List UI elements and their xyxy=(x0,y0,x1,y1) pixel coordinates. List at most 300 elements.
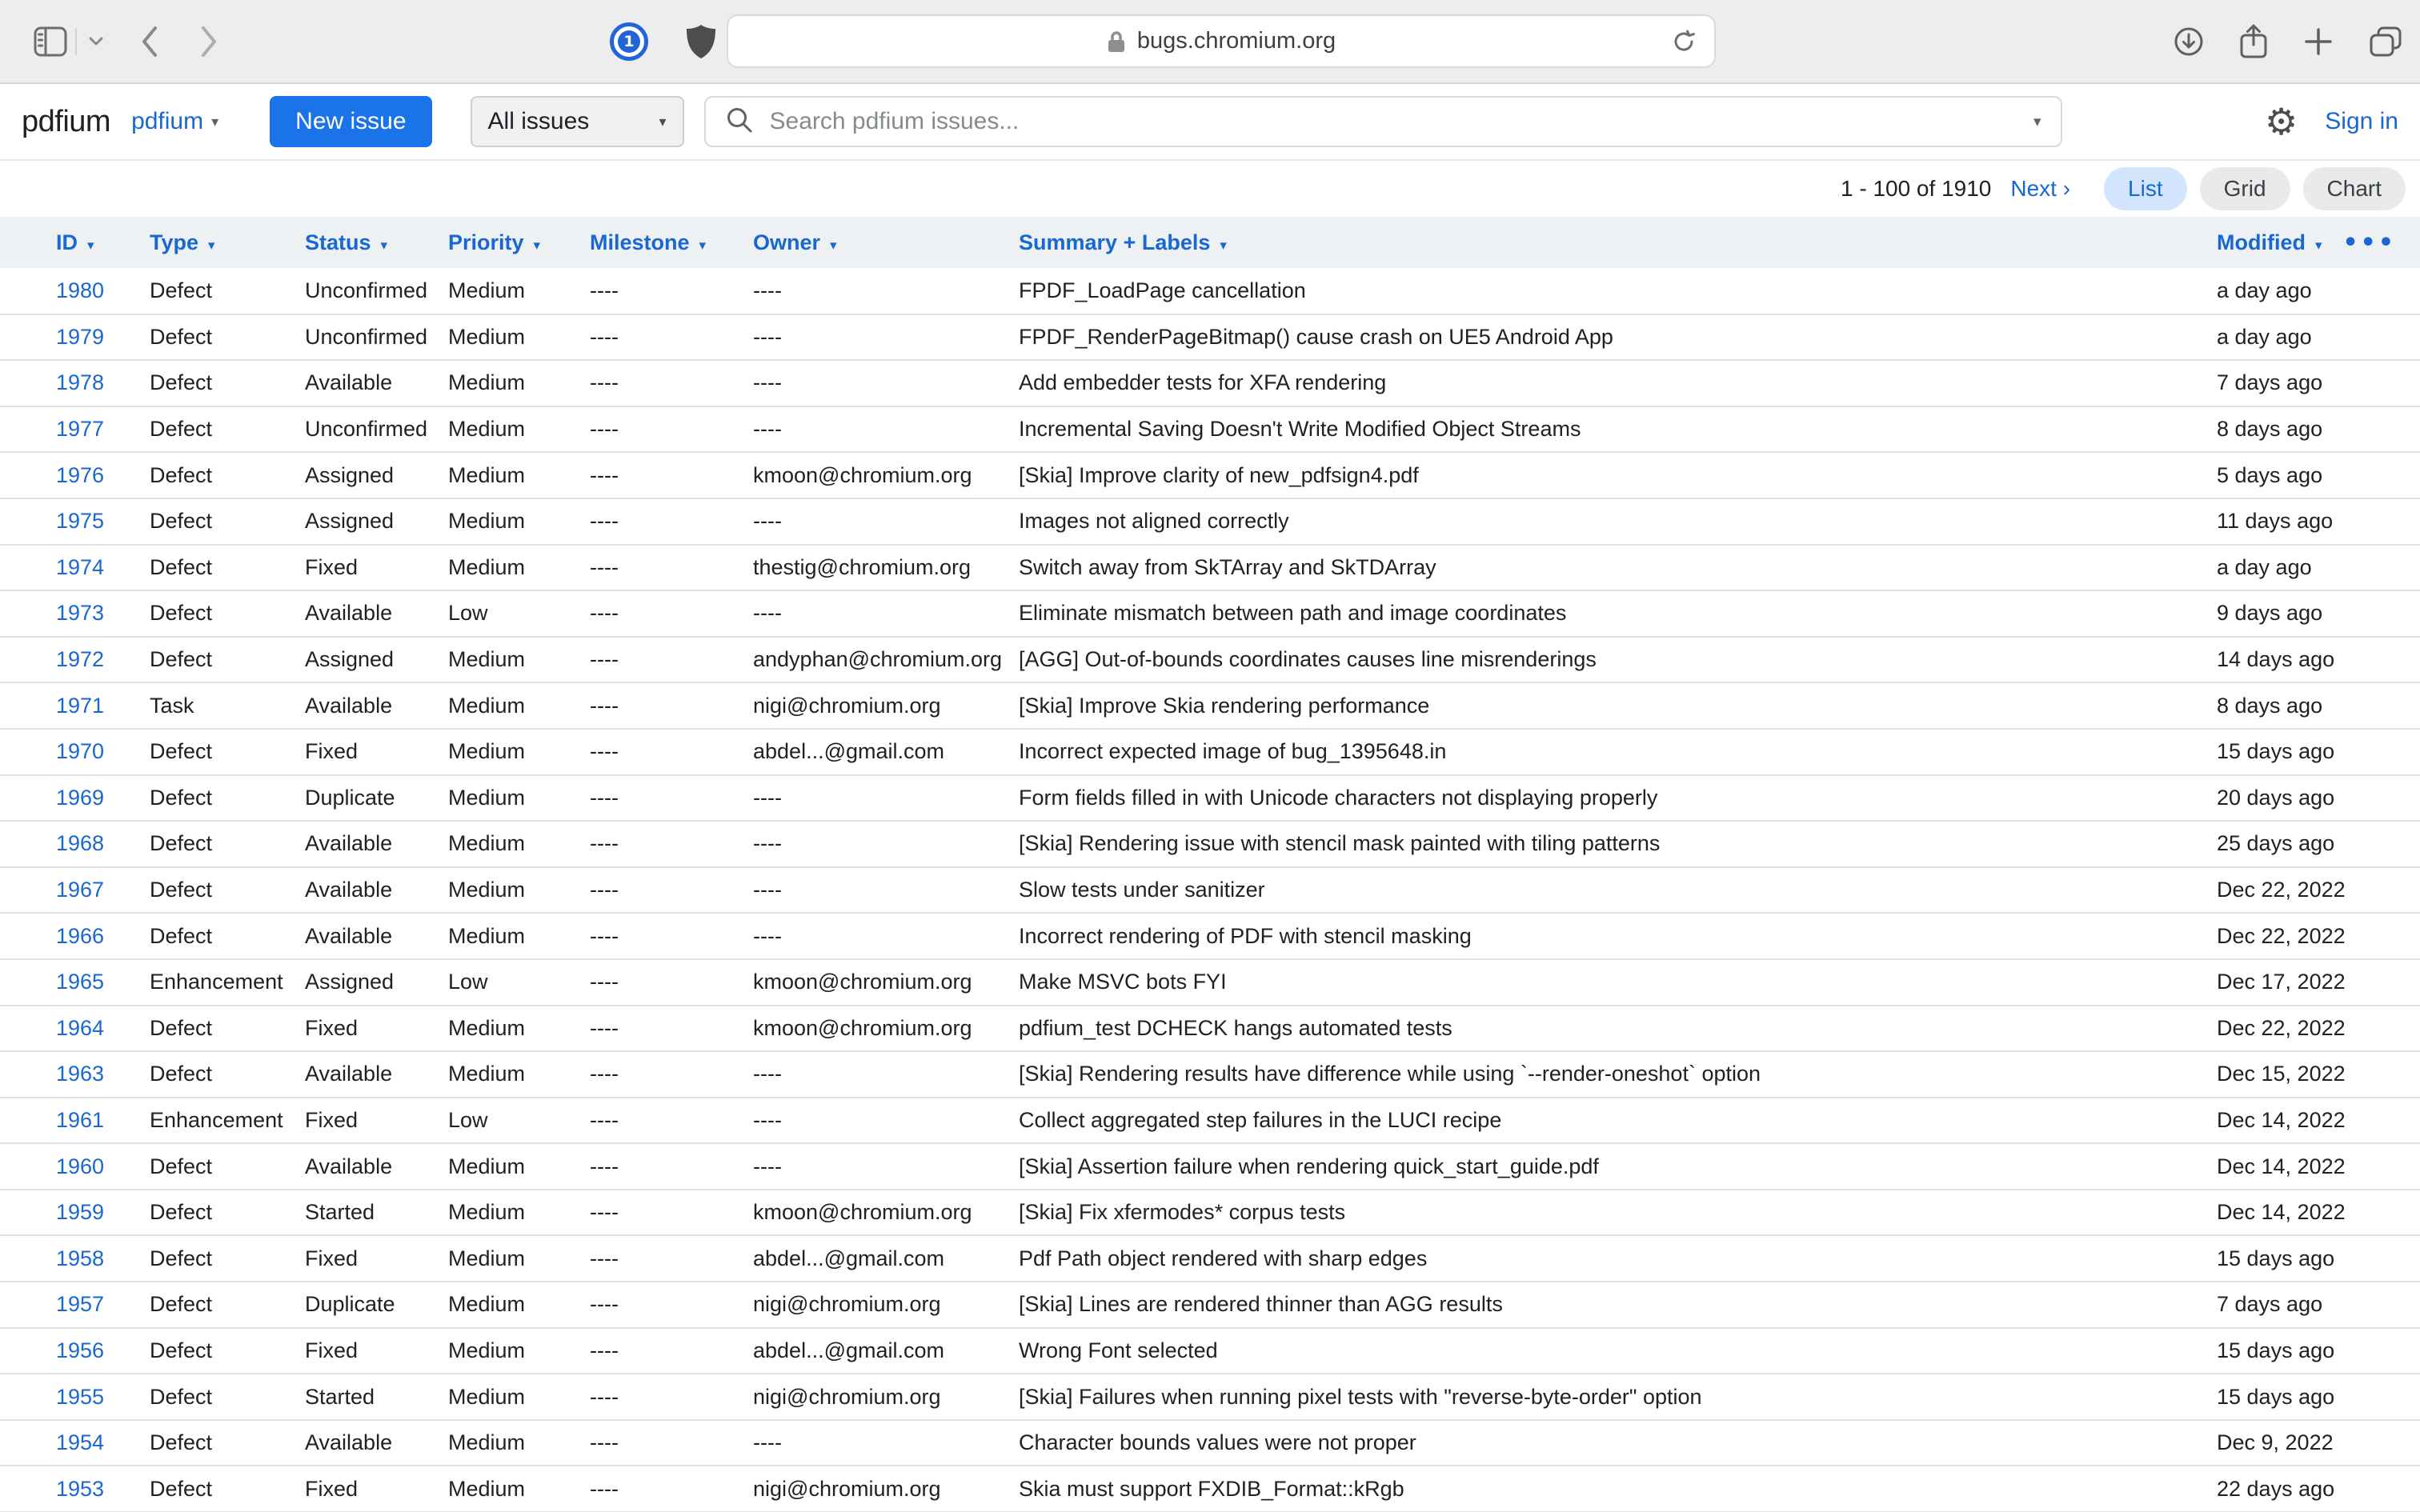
issue-owner: kmoon@chromium.org xyxy=(753,1006,1019,1052)
issue-priority: Medium xyxy=(448,1051,590,1098)
issue-milestone: ---- xyxy=(590,1466,753,1512)
issue-type: Defect xyxy=(150,1051,305,1098)
password-manager-extension-icon[interactable]: 1 xyxy=(610,22,648,61)
issue-owner: ---- xyxy=(753,1051,1019,1098)
issue-milestone: ---- xyxy=(590,821,753,867)
issue-id-link[interactable]: 1971 xyxy=(56,693,105,718)
issue-id-cell xyxy=(0,268,150,314)
issue-status: Available xyxy=(305,360,448,406)
issue-summary: Incorrect rendering of PDF with stencil masking xyxy=(1019,913,2217,959)
issue-modified: 7 days ago xyxy=(2217,360,2420,406)
issue-modified: 25 days ago xyxy=(2217,821,2420,867)
issue-priority: Medium xyxy=(448,821,590,867)
issue-summary: Images not aligned correctly xyxy=(1019,498,2217,545)
project-selector[interactable]: pdfium ▾ xyxy=(131,108,219,134)
issue-priority: Low xyxy=(448,959,590,1006)
issue-owner: ---- xyxy=(753,1143,1019,1190)
issue-status: Fixed xyxy=(305,545,448,591)
issue-modified: Dec 15, 2022 xyxy=(2217,1051,2420,1098)
issue-modified: 8 days ago xyxy=(2217,682,2420,729)
issues-table xyxy=(0,217,2420,1512)
issue-owner: ---- xyxy=(753,867,1019,914)
issue-owner: ---- xyxy=(753,1098,1019,1144)
issue-milestone: ---- xyxy=(590,1006,753,1052)
issue-row[interactable] xyxy=(0,775,2420,822)
issue-id-link[interactable]: 1958 xyxy=(56,1246,105,1270)
issue-priority: Medium xyxy=(448,729,590,775)
issue-id-link[interactable]: 1957 xyxy=(56,1292,105,1317)
issue-type: Defect xyxy=(150,1235,305,1282)
issue-priority: Medium xyxy=(448,637,590,683)
chevron-down-icon: ▾ xyxy=(699,237,707,254)
gear-icon[interactable]: ⚙ xyxy=(2265,100,2298,143)
issue-id-link[interactable]: 1969 xyxy=(56,785,105,810)
issue-owner: ---- xyxy=(753,268,1019,314)
column-header-status[interactable]: Status ▾ xyxy=(305,230,388,254)
issue-id-cell xyxy=(0,1282,150,1328)
issue-priority: Medium xyxy=(448,913,590,959)
downloads-icon[interactable] xyxy=(2174,26,2204,57)
issue-row[interactable] xyxy=(0,1282,2420,1328)
issue-type: Defect xyxy=(150,1466,305,1512)
issue-owner: andyphan@chromium.org xyxy=(753,637,1019,683)
issue-type: Defect xyxy=(150,1328,305,1374)
issue-priority: Medium xyxy=(448,682,590,729)
issue-id-link[interactable]: 1977 xyxy=(56,417,105,442)
issue-status: Fixed xyxy=(305,1235,448,1282)
issue-type: Defect xyxy=(150,360,305,406)
issue-id-link[interactable]: 1970 xyxy=(56,739,105,764)
issue-id-link[interactable]: 1973 xyxy=(56,601,105,626)
issue-id-link[interactable]: 1961 xyxy=(56,1107,105,1132)
issue-status: Fixed xyxy=(305,729,448,775)
issue-modified: Dec 22, 2022 xyxy=(2217,913,2420,959)
issue-status: Assigned xyxy=(305,498,448,545)
issue-id-link[interactable]: 1965 xyxy=(56,970,105,994)
issue-row[interactable] xyxy=(0,268,2420,314)
issue-milestone: ---- xyxy=(590,682,753,729)
issue-summary: Skia must support FXDIB_Format::kRgb xyxy=(1019,1466,2217,1512)
issue-type: Task xyxy=(150,682,305,729)
issue-status: Assigned xyxy=(305,959,448,1006)
chevron-down-icon: ▾ xyxy=(659,113,667,130)
address-bar[interactable] xyxy=(727,14,1716,68)
issue-status: Fixed xyxy=(305,1006,448,1052)
issue-id-link[interactable]: 1979 xyxy=(56,324,105,349)
issue-row[interactable] xyxy=(0,1466,2420,1512)
issue-status: Available xyxy=(305,1051,448,1098)
issue-summary: Eliminate mismatch between path and image coordinates xyxy=(1019,590,2217,637)
saved-queries-chevron-icon[interactable]: ▾ xyxy=(2033,113,2041,130)
issue-summary: Pdf Path object rendered with sharp edges xyxy=(1019,1235,2217,1282)
issue-milestone: ---- xyxy=(590,545,753,591)
issue-modified: 7 days ago xyxy=(2217,1282,2420,1328)
issue-row[interactable] xyxy=(0,1328,2420,1374)
issue-priority: Low xyxy=(448,590,590,637)
issue-priority: Medium xyxy=(448,1006,590,1052)
issue-status: Fixed xyxy=(305,1466,448,1512)
issue-status: Available xyxy=(305,1143,448,1190)
issue-summary: [AGG] Out-of-bounds coordinates causes line misrenderings xyxy=(1019,637,2217,683)
issue-id-cell xyxy=(0,360,150,406)
issue-status: Available xyxy=(305,682,448,729)
issue-type: Defect xyxy=(150,498,305,545)
issue-type: Defect xyxy=(150,913,305,959)
issue-modified: Dec 14, 2022 xyxy=(2217,1190,2420,1236)
issue-modified: 15 days ago xyxy=(2217,1328,2420,1374)
issue-modified: Dec 22, 2022 xyxy=(2217,867,2420,914)
column-header-id[interactable]: ID ▾ xyxy=(56,230,94,254)
issue-row[interactable] xyxy=(0,314,2420,361)
issue-id-link[interactable]: 1976 xyxy=(56,462,105,487)
issue-owner: abdel...@gmail.com xyxy=(753,729,1019,775)
issue-owner: thestig@chromium.org xyxy=(753,545,1019,591)
issue-milestone: ---- xyxy=(590,1190,753,1236)
issue-id-link[interactable]: 1967 xyxy=(56,878,105,902)
list-toolbar xyxy=(0,161,2420,217)
issue-milestone: ---- xyxy=(590,314,753,361)
issue-summary: Slow tests under sanitizer xyxy=(1019,867,2217,914)
issue-milestone: ---- xyxy=(590,590,753,637)
issue-id-link[interactable]: 1956 xyxy=(56,1338,105,1362)
issue-milestone: ---- xyxy=(590,452,753,498)
issue-id-link[interactable]: 1980 xyxy=(56,278,105,302)
issue-summary: FPDF_LoadPage cancellation xyxy=(1019,268,2217,314)
issue-id-cell xyxy=(0,498,150,545)
issue-id-link[interactable]: 1959 xyxy=(56,1200,105,1225)
issue-row[interactable] xyxy=(0,452,2420,498)
url-host: bugs.chromium.org xyxy=(1136,28,1336,54)
search-box[interactable] xyxy=(704,96,2062,147)
issue-milestone: ---- xyxy=(590,1051,753,1098)
issue-type: Defect xyxy=(150,452,305,498)
issue-id-link[interactable]: 1960 xyxy=(56,1154,105,1178)
issue-priority: Medium xyxy=(448,1235,590,1282)
issue-priority: Medium xyxy=(448,1143,590,1190)
issue-modified: a day ago xyxy=(2217,314,2420,361)
issue-priority: Medium xyxy=(448,1328,590,1374)
issue-summary: [Skia] Fix xfermodes* corpus tests xyxy=(1019,1190,2217,1236)
issue-status: Fixed xyxy=(305,1328,448,1374)
issue-modified: 9 days ago xyxy=(2217,590,2420,637)
issue-milestone: ---- xyxy=(590,1143,753,1190)
issue-id-cell xyxy=(0,867,150,914)
issue-modified: a day ago xyxy=(2217,545,2420,591)
issue-milestone: ---- xyxy=(590,1328,753,1374)
new-issue-button[interactable]: New issue xyxy=(270,96,431,147)
issue-row[interactable] xyxy=(0,545,2420,591)
app-header xyxy=(0,84,2420,161)
issue-priority: Medium xyxy=(448,1190,590,1236)
column-header-summary[interactable]: Summary + Labels ▾ xyxy=(1019,230,1227,254)
issue-milestone: ---- xyxy=(590,637,753,683)
issue-summary: Wrong Font selected xyxy=(1019,1328,2217,1374)
issue-status: Available xyxy=(305,1420,448,1466)
issue-owner: nigi@chromium.org xyxy=(753,682,1019,729)
issue-row[interactable] xyxy=(0,498,2420,545)
issue-row[interactable] xyxy=(0,637,2420,683)
issue-id-cell xyxy=(0,1006,150,1052)
issue-summary: pdfium_test DCHECK hangs automated tests xyxy=(1019,1006,2217,1052)
issue-row[interactable] xyxy=(0,1420,2420,1466)
issue-owner: ---- xyxy=(753,775,1019,822)
column-header-milestone[interactable]: Milestone ▾ xyxy=(590,230,707,254)
column-header-modified[interactable]: Modified ▾ ••• xyxy=(2217,217,2420,268)
next-page-link[interactable]: Next › xyxy=(2010,176,2071,201)
issue-row[interactable] xyxy=(0,360,2420,406)
issue-type: Defect xyxy=(150,1190,305,1236)
issue-milestone: ---- xyxy=(590,360,753,406)
issue-milestone: ---- xyxy=(590,406,753,453)
issue-type: Defect xyxy=(150,545,305,591)
issue-modified: 8 days ago xyxy=(2217,406,2420,453)
issue-summary: Add embedder tests for XFA rendering xyxy=(1019,360,2217,406)
issue-priority: Medium xyxy=(448,1420,590,1466)
issue-id-cell xyxy=(0,821,150,867)
view-grid-button[interactable]: Grid xyxy=(2200,167,2290,210)
view-switcher xyxy=(2104,167,2406,210)
issue-type: Defect xyxy=(150,1374,305,1420)
issue-owner: ---- xyxy=(753,360,1019,406)
issue-type: Defect xyxy=(150,729,305,775)
issue-summary: [Skia] Improve Skia rendering performance xyxy=(1019,682,2217,729)
issue-modified: 20 days ago xyxy=(2217,775,2420,822)
issue-status: Available xyxy=(305,913,448,959)
issue-priority: Medium xyxy=(448,498,590,545)
issue-row[interactable] xyxy=(0,1051,2420,1098)
issue-id-cell xyxy=(0,1190,150,1236)
issue-priority: Medium xyxy=(448,1282,590,1328)
issue-summary: Incremental Saving Doesn't Write Modified Object Streams xyxy=(1019,406,2217,453)
issue-status: Fixed xyxy=(305,1098,448,1144)
issue-row[interactable] xyxy=(0,406,2420,453)
issue-id-cell xyxy=(0,406,150,453)
issue-type: Defect xyxy=(150,590,305,637)
issue-id-cell xyxy=(0,1466,150,1512)
issue-id-link[interactable]: 1978 xyxy=(56,370,105,395)
tab-overview-icon[interactable] xyxy=(2369,26,2402,57)
browser-chrome xyxy=(0,0,2420,84)
issue-status: Assigned xyxy=(305,452,448,498)
issue-modified: 14 days ago xyxy=(2217,637,2420,683)
issue-status: Started xyxy=(305,1374,448,1420)
issue-status: Unconfirmed xyxy=(305,314,448,361)
issue-id-link[interactable]: 1954 xyxy=(56,1430,105,1455)
issue-status: Unconfirmed xyxy=(305,268,448,314)
issue-type: Defect xyxy=(150,775,305,822)
issue-priority: Medium xyxy=(448,406,590,453)
issue-type: Defect xyxy=(150,1420,305,1466)
issue-type: Defect xyxy=(150,637,305,683)
issue-type: Defect xyxy=(150,1282,305,1328)
issue-id-cell xyxy=(0,775,150,822)
issue-milestone: ---- xyxy=(590,1098,753,1144)
new-tab-icon[interactable] xyxy=(2303,26,2334,57)
issue-row[interactable] xyxy=(0,682,2420,729)
issue-owner: ---- xyxy=(753,913,1019,959)
issue-summary: [Skia] Improve clarity of new_pdfsign4.pdf xyxy=(1019,452,2217,498)
issue-status: Unconfirmed xyxy=(305,406,448,453)
issue-modified: Dec 9, 2022 xyxy=(2217,1420,2420,1466)
issue-owner: ---- xyxy=(753,314,1019,361)
issue-owner: kmoon@chromium.org xyxy=(753,1190,1019,1236)
issue-row[interactable] xyxy=(0,959,2420,1006)
issue-type: Defect xyxy=(150,314,305,361)
chevron-down-icon: ▾ xyxy=(380,237,388,254)
issue-priority: Medium xyxy=(448,775,590,822)
page-range: 1 - 100 of 1910 xyxy=(1840,176,1992,201)
issue-modified: 15 days ago xyxy=(2217,729,2420,775)
issue-id-link[interactable]: 1974 xyxy=(56,554,105,579)
issue-status: Duplicate xyxy=(305,775,448,822)
back-button-icon[interactable] xyxy=(139,25,160,58)
issue-id-link[interactable]: 1955 xyxy=(56,1384,105,1409)
issue-owner: ---- xyxy=(753,498,1019,545)
issue-priority: Low xyxy=(448,1098,590,1144)
issue-type: Enhancement xyxy=(150,959,305,1006)
issue-id-cell xyxy=(0,1374,150,1420)
issue-owner: nigi@chromium.org xyxy=(753,1282,1019,1328)
issue-priority: Medium xyxy=(448,314,590,361)
issue-summary: Make MSVC bots FYI xyxy=(1019,959,2217,1006)
issue-row[interactable] xyxy=(0,1098,2420,1144)
issue-milestone: ---- xyxy=(590,268,753,314)
issue-milestone: ---- xyxy=(590,1374,753,1420)
column-header-owner[interactable]: Owner ▾ xyxy=(753,230,837,254)
issue-modified: 5 days ago xyxy=(2217,452,2420,498)
issue-milestone: ---- xyxy=(590,913,753,959)
sidebar-toggle-icon[interactable] xyxy=(34,26,67,57)
issue-milestone: ---- xyxy=(590,867,753,914)
issue-summary: Incorrect expected image of bug_1395648.in xyxy=(1019,729,2217,775)
issue-owner: ---- xyxy=(753,821,1019,867)
page-title: pdfium xyxy=(22,104,111,138)
issue-id-link[interactable]: 1964 xyxy=(56,1015,105,1040)
issue-id-cell xyxy=(0,637,150,683)
issue-milestone: ---- xyxy=(590,498,753,545)
issue-type: Defect xyxy=(150,821,305,867)
issue-table-body xyxy=(0,268,2420,1512)
issue-row[interactable] xyxy=(0,1235,2420,1282)
more-columns-icon[interactable]: ••• xyxy=(2342,228,2396,257)
issue-id-link[interactable]: 1972 xyxy=(56,647,105,672)
issue-row[interactable] xyxy=(0,821,2420,867)
sign-in-link[interactable]: Sign in xyxy=(2325,108,2398,134)
issue-status: Duplicate xyxy=(305,1282,448,1328)
chevron-down-icon: ▾ xyxy=(1220,237,1227,254)
chevron-down-icon: ▾ xyxy=(533,237,541,254)
table-header-row xyxy=(0,217,2420,268)
issue-row[interactable] xyxy=(0,1190,2420,1236)
reload-icon[interactable] xyxy=(1671,29,1697,54)
issue-milestone: ---- xyxy=(590,959,753,1006)
issue-row[interactable] xyxy=(0,867,2420,914)
issue-type: Defect xyxy=(150,1006,305,1052)
sidebar-chevron-down-icon[interactable] xyxy=(88,36,104,47)
issue-type: Defect xyxy=(150,268,305,314)
issue-modified: 11 days ago xyxy=(2217,498,2420,545)
issue-scope-select[interactable]: All issues ▾ xyxy=(471,96,684,147)
issue-summary: Character bounds values were not proper xyxy=(1019,1420,2217,1466)
issue-type: Defect xyxy=(150,406,305,453)
chevron-down-icon: ▾ xyxy=(2314,237,2322,254)
issue-priority: Medium xyxy=(448,268,590,314)
issue-modified: 22 days ago xyxy=(2217,1466,2420,1512)
forward-button-icon[interactable] xyxy=(198,25,219,58)
issue-row[interactable] xyxy=(0,729,2420,775)
issue-row[interactable] xyxy=(0,1374,2420,1420)
view-chart-button[interactable]: Chart xyxy=(2303,167,2406,210)
issue-id-link[interactable]: 1975 xyxy=(56,509,105,534)
issue-owner: abdel...@gmail.com xyxy=(753,1328,1019,1374)
issue-summary: Collect aggregated step failures in the LUCI recipe xyxy=(1019,1098,2217,1144)
issue-modified: 15 days ago xyxy=(2217,1235,2420,1282)
issue-milestone: ---- xyxy=(590,1282,753,1328)
issue-summary: Form fields filled in with Unicode characters not displaying properly xyxy=(1019,775,2217,822)
chevron-down-icon: ▾ xyxy=(211,113,219,130)
issue-row[interactable] xyxy=(0,590,2420,637)
issue-id-cell xyxy=(0,1051,150,1098)
issue-priority: Medium xyxy=(448,1466,590,1512)
issue-owner: ---- xyxy=(753,406,1019,453)
issue-priority: Medium xyxy=(448,360,590,406)
issue-owner: nigi@chromium.org xyxy=(753,1374,1019,1420)
issue-id-link[interactable]: 1968 xyxy=(56,831,105,856)
chevron-down-icon: ▾ xyxy=(830,237,837,254)
chevron-down-icon: ▾ xyxy=(208,237,215,254)
issue-row[interactable] xyxy=(0,913,2420,959)
issue-id-cell xyxy=(0,682,150,729)
column-header-priority[interactable]: Priority ▾ xyxy=(448,230,541,254)
issue-id-link[interactable]: 1953 xyxy=(56,1476,105,1501)
issue-id-link[interactable]: 1966 xyxy=(56,923,105,948)
issue-id-cell xyxy=(0,1328,150,1374)
issue-id-cell xyxy=(0,452,150,498)
issue-row[interactable] xyxy=(0,1143,2420,1190)
issue-id-cell xyxy=(0,590,150,637)
shield-extension-icon[interactable] xyxy=(685,23,717,60)
search-input[interactable] xyxy=(770,108,2025,135)
issue-summary: [Skia] Rendering results have difference while using `--render-oneshot` option xyxy=(1019,1051,2217,1098)
toolbar-divider xyxy=(75,28,77,55)
issue-modified: Dec 14, 2022 xyxy=(2217,1098,2420,1144)
issue-id-cell xyxy=(0,729,150,775)
issue-owner: ---- xyxy=(753,590,1019,637)
search-icon xyxy=(725,106,754,138)
issue-row[interactable] xyxy=(0,1006,2420,1052)
lock-icon xyxy=(1107,30,1126,54)
issue-summary: [Skia] Rendering issue with stencil mask painted with tiling patterns xyxy=(1019,821,2217,867)
column-header-type[interactable]: Type ▾ xyxy=(150,230,215,254)
issue-status: Assigned xyxy=(305,637,448,683)
issue-summary: [Skia] Assertion failure when rendering quick_start_guide.pdf xyxy=(1019,1143,2217,1190)
issue-status: Available xyxy=(305,821,448,867)
share-icon[interactable] xyxy=(2239,24,2268,59)
issue-status: Available xyxy=(305,867,448,914)
issue-id-cell xyxy=(0,1420,150,1466)
issue-id-link[interactable]: 1963 xyxy=(56,1062,105,1086)
issue-priority: Medium xyxy=(448,452,590,498)
issue-milestone: ---- xyxy=(590,1235,753,1282)
issue-modified: Dec 17, 2022 xyxy=(2217,959,2420,1006)
issue-status: Started xyxy=(305,1190,448,1236)
issue-priority: Medium xyxy=(448,867,590,914)
issue-status: Available xyxy=(305,590,448,637)
issue-summary: Switch away from SkTArray and SkTDArray xyxy=(1019,545,2217,591)
view-list-button[interactable]: List xyxy=(2104,167,2187,210)
issue-type: Defect xyxy=(150,867,305,914)
issue-id-cell xyxy=(0,959,150,1006)
